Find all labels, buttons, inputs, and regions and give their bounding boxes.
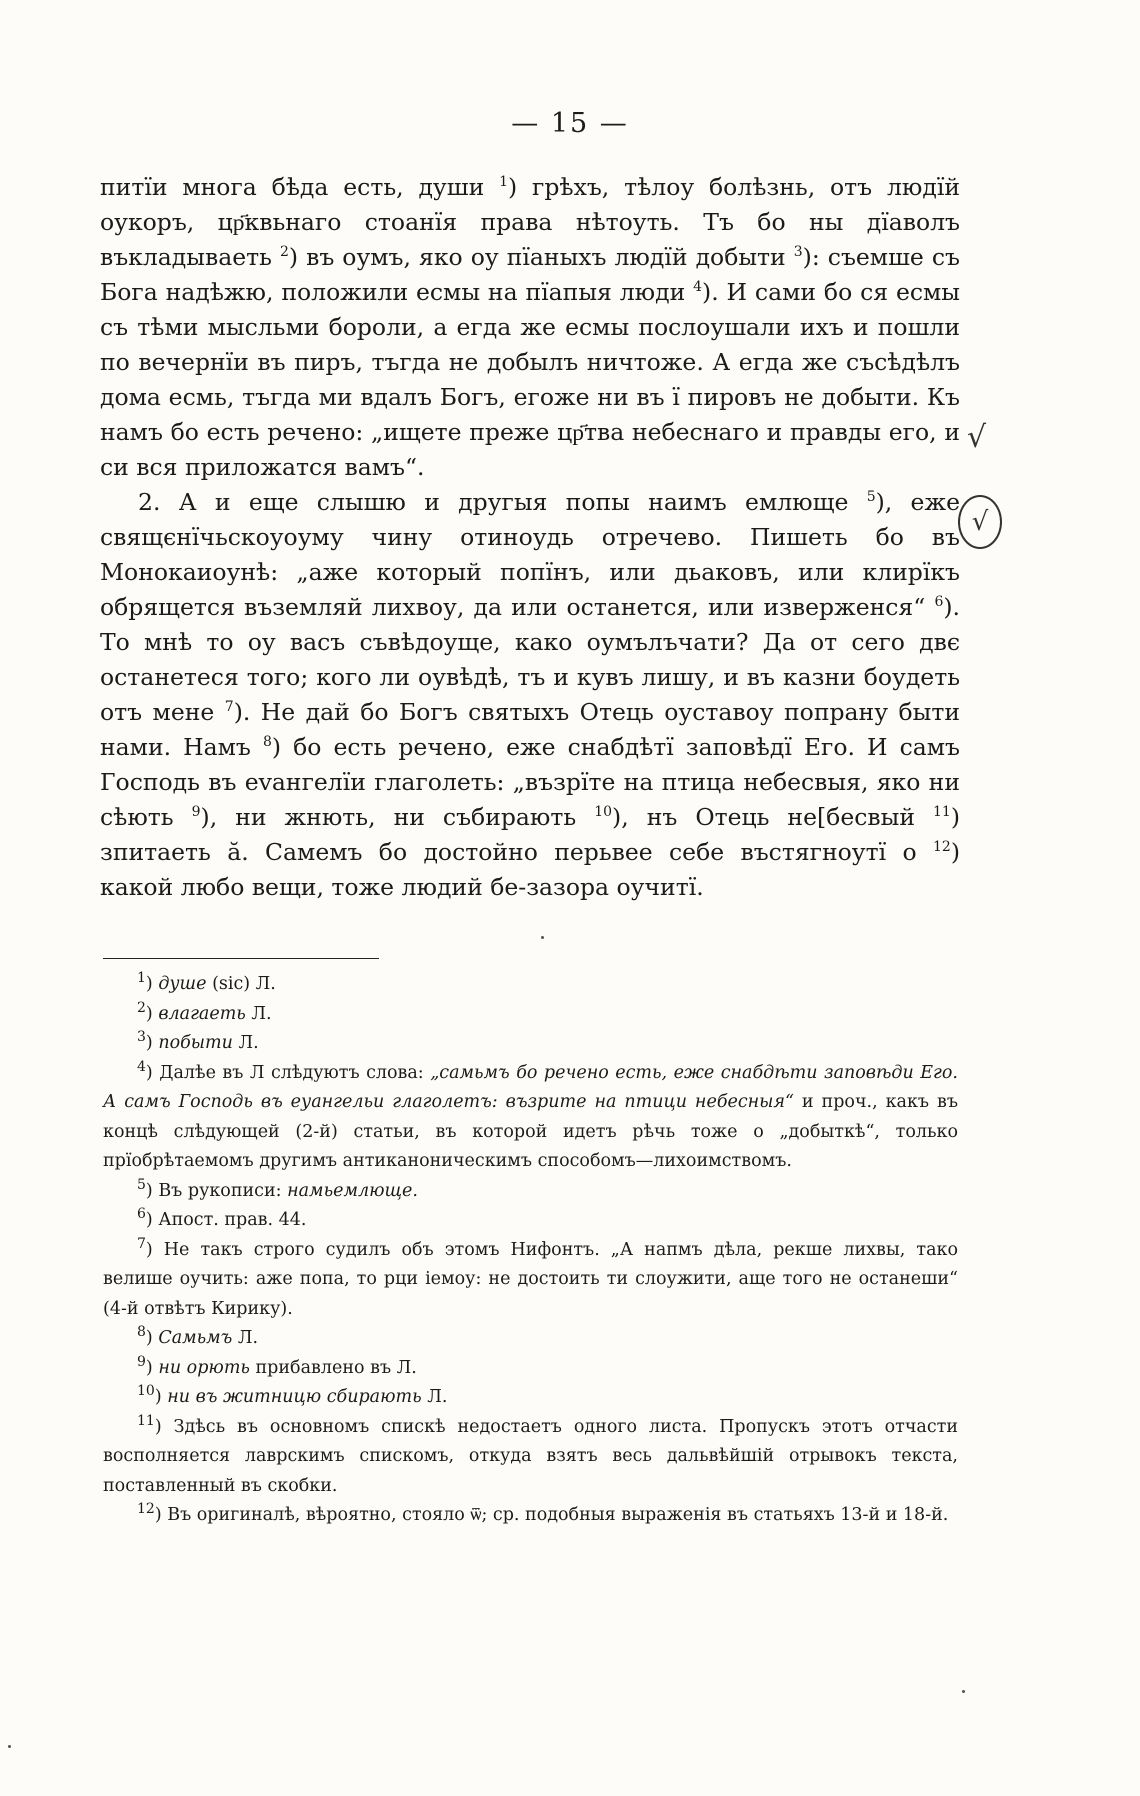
footnote-number: 6 [137, 1206, 146, 1223]
footnote-5: $^5$) Въ рукописи: намьемлюще. [137, 1176, 418, 1201]
text-run: ), ни жнють, ни събирають [200, 803, 595, 831]
footnote-number: 12 [137, 1501, 155, 1518]
footnote-text: прибавлено въ Л. [249, 1357, 417, 1378]
footnote-ref-8: 8 [262, 734, 272, 751]
footnote-ref-12: 12 [933, 839, 951, 856]
footnote-text: Въ рукописи: [152, 1180, 288, 1201]
scan-speck [8, 1745, 11, 1748]
footnote-ref-6: 6 [934, 594, 944, 611]
footnote-8: $^8$) Самьмъ Л. [137, 1324, 259, 1348]
footnote-separator [103, 958, 379, 959]
text-run: ) зпитаеть ӑ. Самемъ бо достойно перьвее себе въстягноутї о [100, 803, 961, 866]
footnote-ref-10: 10 [594, 804, 613, 821]
text-run: ) какой любо вещи, тоже людий бе-зазора оучитї. [100, 838, 960, 901]
footnote-text: Л. [232, 1033, 259, 1053]
footnote-italic: побыти [158, 1033, 233, 1053]
footnote-ref-9: 9 [191, 804, 201, 821]
text-run: ) грѣхъ, тѣлоу болѣзнь, отъ людїй оукоръ, цр҃квьнаго стоанїя права нѣтоуть. Тъ бо ны дїаволъ въкладываеть [100, 173, 960, 271]
footnote-italic: намьемлюще. [287, 1180, 418, 1201]
text-run: ), еже свящєнїчьскоуоуму чину отиноудь отречево. Пишеть бо въ Монокаиоунѣ: „аже который попїнъ, или дьаковъ, или клирїкъ обрящется въземляй лихвоу, да или останется, или изверженся“ [100, 488, 960, 621]
footnote-text: Л. [421, 1387, 448, 1407]
footnote-3: $^3$) побыти Л. [137, 1029, 259, 1053]
text-run: ), нъ Отець не[бесвый [612, 803, 934, 831]
footnote-text: и проч., какъ въ концѣ слѣдующей (2-й) статьи, въ которой идетъ рѣчь тоже о „добыткѣ“, только прїобрѣтаемомъ другимъ антиканоническимъ способомъ—лихоимствомъ. [103, 1092, 958, 1171]
text-run: ) въ оумъ, яко оу пїаныхъ людїй добыти [288, 243, 794, 271]
text-run: ). И сами бо ся есмы съ тѣми мысльми бороли, а егда же есмы послоушали ихъ и пошли по вечернїи въ пиръ, тъгда не добылъ ничтоже. А егда же съсѣдѣлъ дома есмь, тъгда ми вдалъ Богъ, егоже ни въ ї пировъ не добыти. Къ намъ бо есть речено: „ищете преже цр҃тва небеснаго и правды его, и си вся приложатся вамъ“. [100, 278, 961, 481]
footnote-number: 7 [137, 1235, 146, 1252]
footnote-10: $^{10}$) ни въ житницю сбирають Л. [137, 1383, 448, 1407]
circled-check-glyph: √ [971, 507, 989, 537]
footnote-7: $^7$) Не такъ строго судилъ объ этомъ Нифонтъ. „А напмъ дѣла, рекше лихвы, тако велише оучить: аже попа, то рци iемоу: не достоить ти слоужити, аще того не останеши“ (4-й отвѣтъ Кирику). [103, 1235, 958, 1319]
footnote-italic: ни орють [158, 1357, 250, 1378]
footnote-italic: душе [158, 974, 207, 994]
footnote-text: Не такъ строго судилъ объ этомъ Нифонтъ. „А напмъ дѣла, рекше лихвы, тако велише оучить: аже попа, то рци iемоу: не достоить ти слоужити, аще того не останеши“ (4-й отвѣтъ Кирику). [103, 1239, 958, 1319]
footnote-number: 4 [137, 1058, 146, 1075]
footnote-ref-11: 11 [933, 804, 951, 821]
footnote-ref-5: 5 [866, 489, 876, 506]
text-run: ). Не дай бо Богъ святыхъ Отець оуставоу попрану быти нами. Намъ [100, 698, 961, 761]
text-run: 2. А и еще слышю и другыя попы наимъ емлюще [138, 488, 867, 516]
footnote-9: $^9$) ни орють прибавлено въ Л. [137, 1353, 417, 1378]
footnote-number: 8 [137, 1324, 146, 1341]
footnote-ref-7: 7 [224, 699, 234, 716]
text-run: ) бо есть речено, еже снабдѣтї заповѣдї Его. И самъ Господь въ еvангелїи глаголеть: „възрїте на птица небесвыя, яко ни сѣють [100, 733, 961, 831]
footnote-text: Л. [232, 1328, 259, 1348]
scan-speck [541, 936, 544, 939]
footnote-1: $^1$) душе (sic) Л. [137, 970, 276, 994]
footnote-number: 5 [137, 1176, 146, 1193]
page-number: — 15 — [511, 108, 629, 139]
footnote-italic: влагаеть [158, 1003, 246, 1024]
footnote-italic: ни въ житницю сбирають [167, 1387, 422, 1407]
text-run: питїи многа бѣда есть, души [100, 173, 500, 201]
main-text [100, 170, 960, 905]
footnote-italic: Самьмъ [158, 1328, 233, 1348]
margin-checkmark: √ [967, 420, 987, 455]
footnote-italic: „самьмъ бо речено есть, еже снабдѣти заповѣди Его. А самъ Господь въ еуангельи глаголетъ: възрите на птици небесныя“ [103, 1062, 958, 1112]
paragraph-2 [100, 485, 960, 905]
footnote-4: $^4$) Далѣе въ Л слѣдуютъ слова: „самьмъ бо речено есть, еже снабдѣти заповѣди Его. А самъ Господь въ еуангельи глаголетъ: възрите на птици небесныя“ и проч., какъ въ концѣ слѣдующей (2-й) статьи, въ которой идетъ рѣчь тоже о „добыткѣ“, только прїобрѣтаемомъ другимъ антиканоническимъ способомъ—лихоимствомъ. [103, 1058, 958, 1171]
footnote-ref-4: 4 [693, 279, 703, 296]
footnote-6: $^6$) Апост. прав. 44. [137, 1206, 307, 1230]
footnote-ref-1: 1 [499, 174, 509, 191]
text-run: ): съемше съ Бога надѣжю, положили есмы на пїапыя люди [100, 243, 960, 306]
footnote-ref-3: 3 [793, 244, 803, 261]
footnote-number: 10 [137, 1383, 155, 1400]
footnote-number: 11 [137, 1412, 155, 1429]
footnote-text: Апост. прав. 44. [152, 1210, 307, 1230]
footnote-text: Л. [245, 1003, 272, 1024]
footnote-number: 1 [137, 970, 146, 987]
footnote-number: 9 [137, 1353, 146, 1370]
footnote-ref-2: 2 [279, 244, 289, 261]
paragraph-1 [100, 170, 960, 485]
scan-speck [962, 1690, 965, 1693]
footnote-2: $^2$) влагаеть Л. [137, 999, 272, 1024]
footnotes [103, 970, 958, 1531]
footnote-12: $^{12}$) Въ оригиналѣ, вѣроятно, стояло ѿ; ср. подобныя выраженія въ статьяхъ 13-й и 18-й. [137, 1501, 949, 1525]
footnote-11: $^{11}$) Здѣсь въ основномъ спискѣ недостаетъ одного листа. Пропускъ этотъ отчасти восполняется лаврскимъ спискомъ, откуда взятъ весь дальвѣйшій отрывокъ текста, поставленный въ скобки. [103, 1412, 958, 1496]
footnote-number: 2 [137, 999, 146, 1016]
footnote-text: (sic) Л. [206, 974, 276, 994]
margin-circled-checkmark [958, 495, 1002, 549]
footnote-text: Въ оригиналѣ, вѣроятно, стояло ѿ; ср. подобныя выраженія въ статьяхъ 13-й и 18-й. [161, 1505, 949, 1525]
footnote-text: Далѣе въ Л слѣдуютъ слова: [152, 1062, 431, 1083]
footnote-number: 3 [137, 1029, 146, 1046]
text-run: ). То мнѣ то оу васъ съвѣдоуще, како оумълъчати? Да от сего двє останетеся того; кого ли оувѣдѣ, тъ и кувъ лишу, и въ казни боудеть отъ мене [100, 593, 960, 726]
footnote-text: Здѣсь въ основномъ спискѣ недостаетъ одного листа. Пропускъ этотъ отчасти восполняется лаврскимъ спискомъ, откуда взятъ весь дальвѣйшій отрывокъ текста, поставленный въ скобки. [103, 1416, 958, 1496]
